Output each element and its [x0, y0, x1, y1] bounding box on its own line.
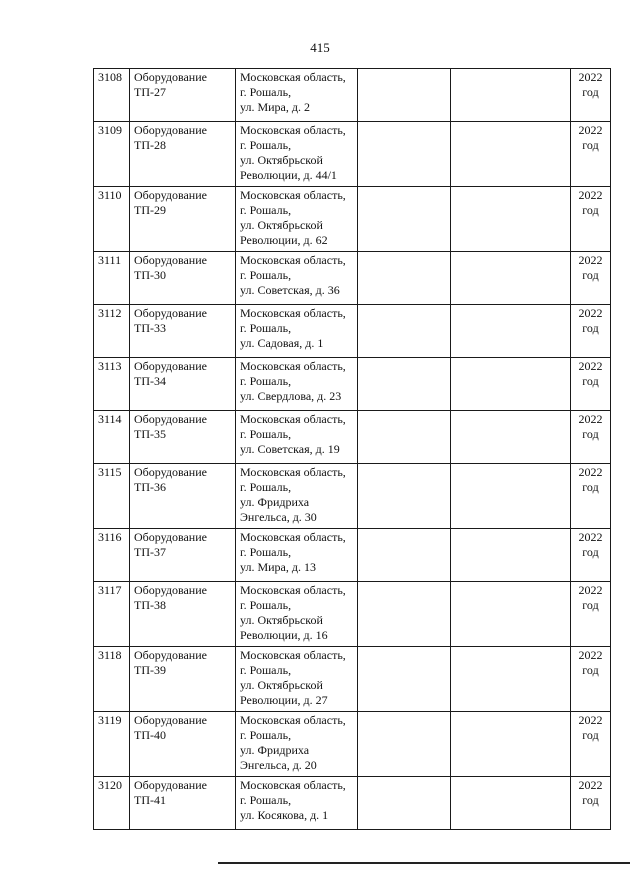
equipment-name-cell: Оборудование ТП-36 — [130, 464, 236, 529]
address-cell: Московская область, г. Рошаль, ул. Свердлова, д. 23 — [236, 358, 358, 411]
year-cell: 2022 год — [571, 252, 611, 305]
year-cell: 2022 год — [571, 712, 611, 777]
table-row — [94, 358, 611, 411]
empty-cell — [358, 305, 451, 358]
address-cell: Московская область, г. Рошаль, ул. Фридриха Энгельса, д. 20 — [236, 712, 358, 777]
row-number-cell: 3119 — [94, 712, 130, 777]
table-row — [94, 69, 611, 122]
row-number-cell: 3115 — [94, 464, 130, 529]
equipment-name-cell: Оборудование ТП-28 — [130, 122, 236, 187]
empty-cell — [358, 358, 451, 411]
empty-cell — [451, 252, 571, 305]
address-cell: Московская область, г. Рошаль, ул. Мира, д. 2 — [236, 69, 358, 122]
empty-cell — [451, 712, 571, 777]
empty-cell — [451, 411, 571, 464]
address-cell: Московская область, г. Рошаль, ул. Садовая, д. 1 — [236, 305, 358, 358]
empty-cell — [451, 582, 571, 647]
year-cell: 2022 год — [571, 529, 611, 582]
address-cell: Московская область, г. Рошаль, ул. Косякова, д. 1 — [236, 777, 358, 830]
table-row — [94, 411, 611, 464]
row-number-cell: 3118 — [94, 647, 130, 712]
row-number-cell: 3112 — [94, 305, 130, 358]
row-number-cell: 3117 — [94, 582, 130, 647]
equipment-name-cell: Оборудование ТП-41 — [130, 777, 236, 830]
equipment-name-cell: Оборудование ТП-37 — [130, 529, 236, 582]
empty-cell — [358, 582, 451, 647]
table-row — [94, 252, 611, 305]
address-cell: Московская область, г. Рошаль, ул. Октябрьской Революции, д. 44/1 — [236, 122, 358, 187]
table-row — [94, 122, 611, 187]
year-cell: 2022 год — [571, 69, 611, 122]
table-row — [94, 305, 611, 358]
table-row — [94, 464, 611, 529]
table-row — [94, 777, 611, 830]
empty-cell — [451, 305, 571, 358]
empty-cell — [358, 69, 451, 122]
empty-cell — [358, 712, 451, 777]
row-number-cell: 3110 — [94, 187, 130, 252]
equipment-name-cell: Оборудование ТП-35 — [130, 411, 236, 464]
equipment-name-cell: Оборудование ТП-29 — [130, 187, 236, 252]
bottom-rule — [218, 862, 630, 864]
table-row — [94, 582, 611, 647]
year-cell: 2022 год — [571, 187, 611, 252]
address-cell: Московская область, г. Рошаль, ул. Октябрьской Революции, д. 16 — [236, 582, 358, 647]
empty-cell — [358, 529, 451, 582]
year-cell: 2022 год — [571, 647, 611, 712]
year-cell: 2022 год — [571, 411, 611, 464]
empty-cell — [451, 69, 571, 122]
table-row — [94, 187, 611, 252]
row-number-cell: 3111 — [94, 252, 130, 305]
empty-cell — [451, 187, 571, 252]
equipment-name-cell: Оборудование ТП-38 — [130, 582, 236, 647]
empty-cell — [358, 464, 451, 529]
equipment-name-cell: Оборудование ТП-27 — [130, 69, 236, 122]
registry-table — [93, 68, 611, 830]
equipment-name-cell: Оборудование ТП-30 — [130, 252, 236, 305]
year-cell: 2022 год — [571, 305, 611, 358]
equipment-name-cell: Оборудование ТП-40 — [130, 712, 236, 777]
table-row — [94, 712, 611, 777]
row-number-cell: 3116 — [94, 529, 130, 582]
equipment-name-cell: Оборудование ТП-34 — [130, 358, 236, 411]
page-number: 415 — [310, 40, 330, 55]
address-cell: Московская область, г. Рошаль, ул. Мира, д. 13 — [236, 529, 358, 582]
address-cell: Московская область, г. Рошаль, ул. Октябрьской Революции, д. 62 — [236, 187, 358, 252]
empty-cell — [451, 122, 571, 187]
year-cell: 2022 год — [571, 464, 611, 529]
row-number-cell: 3109 — [94, 122, 130, 187]
address-cell: Московская область, г. Рошаль, ул. Советская, д. 36 — [236, 252, 358, 305]
equipment-name-cell: Оборудование ТП-33 — [130, 305, 236, 358]
address-cell: Московская область, г. Рошаль, ул. Фридриха Энгельса, д. 30 — [236, 464, 358, 529]
empty-cell — [358, 122, 451, 187]
empty-cell — [451, 358, 571, 411]
table-row — [94, 647, 611, 712]
row-number-cell: 3108 — [94, 69, 130, 122]
empty-cell — [358, 777, 451, 830]
table-row — [94, 529, 611, 582]
empty-cell — [358, 252, 451, 305]
empty-cell — [451, 647, 571, 712]
empty-cell — [451, 464, 571, 529]
empty-cell — [451, 777, 571, 830]
empty-cell — [358, 411, 451, 464]
row-number-cell: 3120 — [94, 777, 130, 830]
year-cell: 2022 год — [571, 358, 611, 411]
row-number-cell: 3113 — [94, 358, 130, 411]
empty-cell — [358, 187, 451, 252]
empty-cell — [451, 529, 571, 582]
address-cell: Московская область, г. Рошаль, ул. Октябрьской Революции, д. 27 — [236, 647, 358, 712]
row-number-cell: 3114 — [94, 411, 130, 464]
address-cell: Московская область, г. Рошаль, ул. Советская, д. 19 — [236, 411, 358, 464]
year-cell: 2022 год — [571, 777, 611, 830]
year-cell: 2022 год — [571, 582, 611, 647]
empty-cell — [358, 647, 451, 712]
year-cell: 2022 год — [571, 122, 611, 187]
equipment-name-cell: Оборудование ТП-39 — [130, 647, 236, 712]
